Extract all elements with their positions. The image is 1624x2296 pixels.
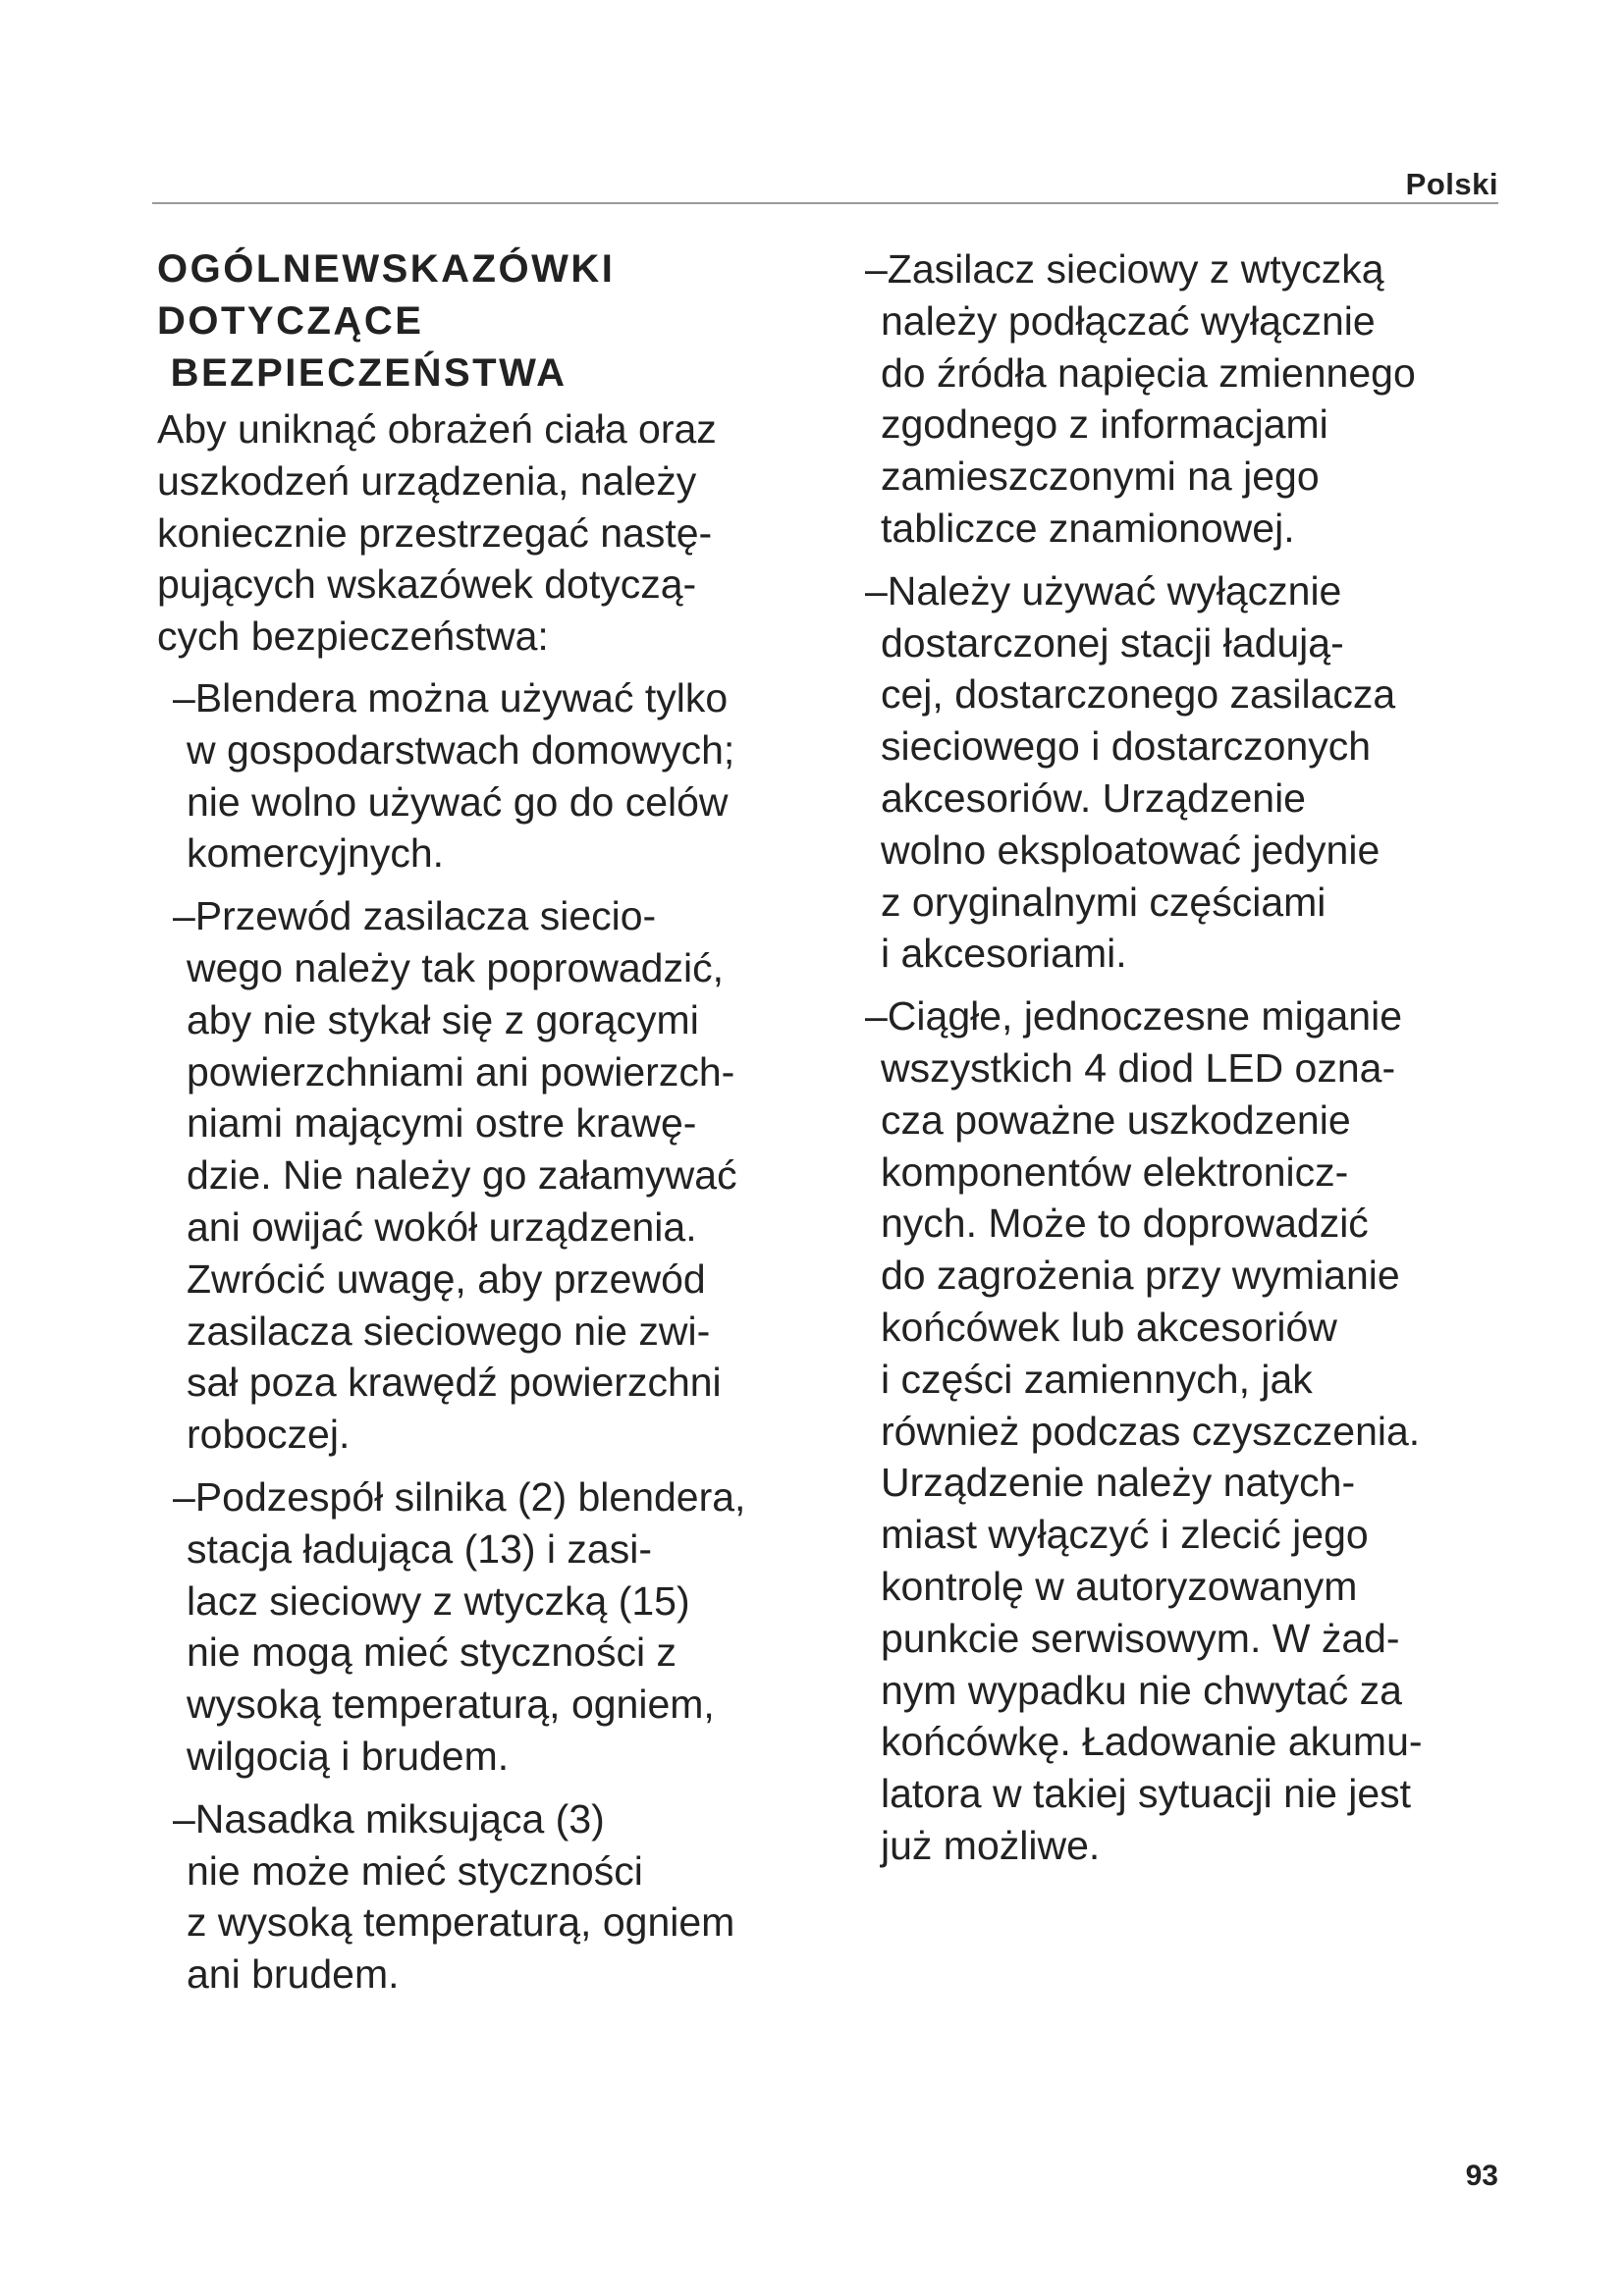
text-line: –Nasadka miksująca (3)	[173, 1795, 605, 1842]
left-column	[157, 243, 844, 2011]
text-line: koniecznie przestrzegać nastę-	[157, 509, 713, 556]
text-line: komercyjnych.	[187, 830, 445, 877]
text-line: z wysoką temperaturą, ogniem	[187, 1899, 735, 1946]
safety-item-power-cord	[157, 890, 844, 1461]
text-line: –Podzespół silnika (2) blendera,	[173, 1473, 746, 1520]
text-line: –Blendera można używać tylko	[173, 674, 729, 721]
text-line: wysoką temperaturą, ogniem,	[187, 1682, 715, 1728]
text-line: już możliwe.	[881, 1822, 1101, 1868]
page-number: 93	[1465, 2160, 1498, 2192]
text-line: końcówkę. Ładowanie akumu-	[881, 1719, 1423, 1765]
text-line: dzie. Nie należy go załamywać	[187, 1152, 737, 1199]
text-line: i części zamiennych, jak	[881, 1356, 1313, 1402]
text-line: latora w takiej sytuacji nie jest	[881, 1771, 1412, 1817]
safety-item-household-use	[157, 672, 844, 880]
text-line: Aby uniknąć obrażeń ciała oraz	[157, 406, 717, 452]
heading-line: BEZPIECZEŃSTWA	[157, 351, 568, 395]
safety-item-mixing-attachment	[157, 1793, 844, 2001]
text-line: kontrolę w autoryzowanym	[881, 1563, 1358, 1609]
text-line: –Ciągłe, jednoczesne miganie	[865, 993, 1403, 1040]
text-line: komponentów elektronicz-	[881, 1148, 1349, 1195]
text-line: nie mogą mieć styczności z	[187, 1629, 677, 1676]
text-line: wszystkich 4 diod LED ozna-	[881, 1044, 1396, 1091]
text-line: również podczas czyszczenia.	[881, 1408, 1421, 1454]
safety-item-power-supply	[865, 243, 1509, 555]
text-line: zasilacza sieciowego nie zwi-	[187, 1308, 711, 1354]
text-line: zamieszczonymi na jego	[881, 454, 1320, 500]
text-line: w gospodarstwach domowych;	[187, 726, 735, 773]
text-line: –Należy używać wyłącznie	[865, 567, 1342, 614]
text-line: cza poważne uszkodzenie	[881, 1096, 1351, 1143]
heading-line: OGÓLNEWSKAZÓWKI	[157, 247, 616, 291]
text-line: powierzchniami ani powierzch-	[187, 1048, 735, 1095]
text-line: niami mającymi ostre krawę-	[187, 1100, 697, 1147]
text-line: zgodnego z informacjami	[881, 401, 1328, 448]
section-heading	[157, 243, 844, 400]
text-line: stacja ładująca (13) i zasi-	[187, 1525, 652, 1572]
text-line: wilgocią i brudem.	[187, 1733, 510, 1779]
text-line: pujących wskazówek dotyczą-	[157, 561, 697, 608]
text-line: i akcesoriami.	[881, 931, 1127, 977]
text-line: sieciowego i dostarczonych	[881, 723, 1372, 770]
right-column	[865, 243, 1509, 1883]
heading-line: DOTYCZĄCE	[157, 299, 424, 343]
text-line: nym wypadku nie chwytać za	[881, 1667, 1402, 1713]
text-line: sał poza krawędź powierzchni	[187, 1360, 722, 1406]
text-line: –Przewód zasilacza siecio-	[173, 893, 657, 939]
header-divider	[152, 202, 1498, 204]
text-line: dostarczonej stacji ładują-	[881, 619, 1344, 666]
text-line: uszkodzeń urządzenia, należy	[157, 457, 697, 504]
text-line: –Zasilacz sieciowy z wtyczką	[865, 246, 1384, 292]
text-line: Urządzenie należy natych-	[881, 1460, 1356, 1506]
text-line: do zagrożenia przy wymianie	[881, 1253, 1400, 1299]
text-line: Zwrócić uwagę, aby przewód	[187, 1255, 706, 1302]
text-line: ani owijać wokół urządzenia.	[187, 1203, 697, 1250]
text-line: cych bezpieczeństwa:	[157, 614, 549, 660]
text-line: aby nie stykał się z gorącymi	[187, 996, 699, 1042]
safety-item-motor-unit	[157, 1471, 844, 1783]
text-line: lacz sieciowy z wtyczką (15)	[187, 1577, 690, 1624]
text-line: wolno eksploatować jedynie	[881, 827, 1380, 873]
text-line: do źródła napięcia zmiennego	[881, 349, 1416, 396]
text-line: miast wyłączyć i zlecić jego	[881, 1512, 1369, 1558]
text-line: należy podłączać wyłącznie	[881, 297, 1376, 344]
text-line: nych. Może to doprowadzić	[881, 1201, 1369, 1247]
text-line: wego należy tak poprowadzić,	[187, 944, 724, 990]
text-line: końcówek lub akcesoriów	[881, 1304, 1337, 1350]
safety-item-original-accessories	[865, 565, 1509, 980]
text-line: z oryginalnymi częściami	[881, 879, 1326, 925]
text-line: tabliczce znamionowej.	[881, 505, 1295, 551]
intro-paragraph	[157, 403, 844, 663]
language-label: Polski	[1405, 167, 1498, 201]
safety-item-led-warning	[865, 990, 1509, 1872]
text-line: ani brudem.	[187, 1951, 400, 1998]
text-line: cej, dostarczonego zasilacza	[881, 671, 1396, 718]
text-line: roboczej.	[187, 1412, 351, 1458]
text-line: nie może mieć styczności	[187, 1847, 643, 1894]
text-line: akcesoriów. Urządzenie	[881, 774, 1306, 821]
text-line: punkcie serwisowym. W żad-	[881, 1615, 1400, 1661]
text-line: nie wolno używać go do celów	[187, 778, 729, 825]
